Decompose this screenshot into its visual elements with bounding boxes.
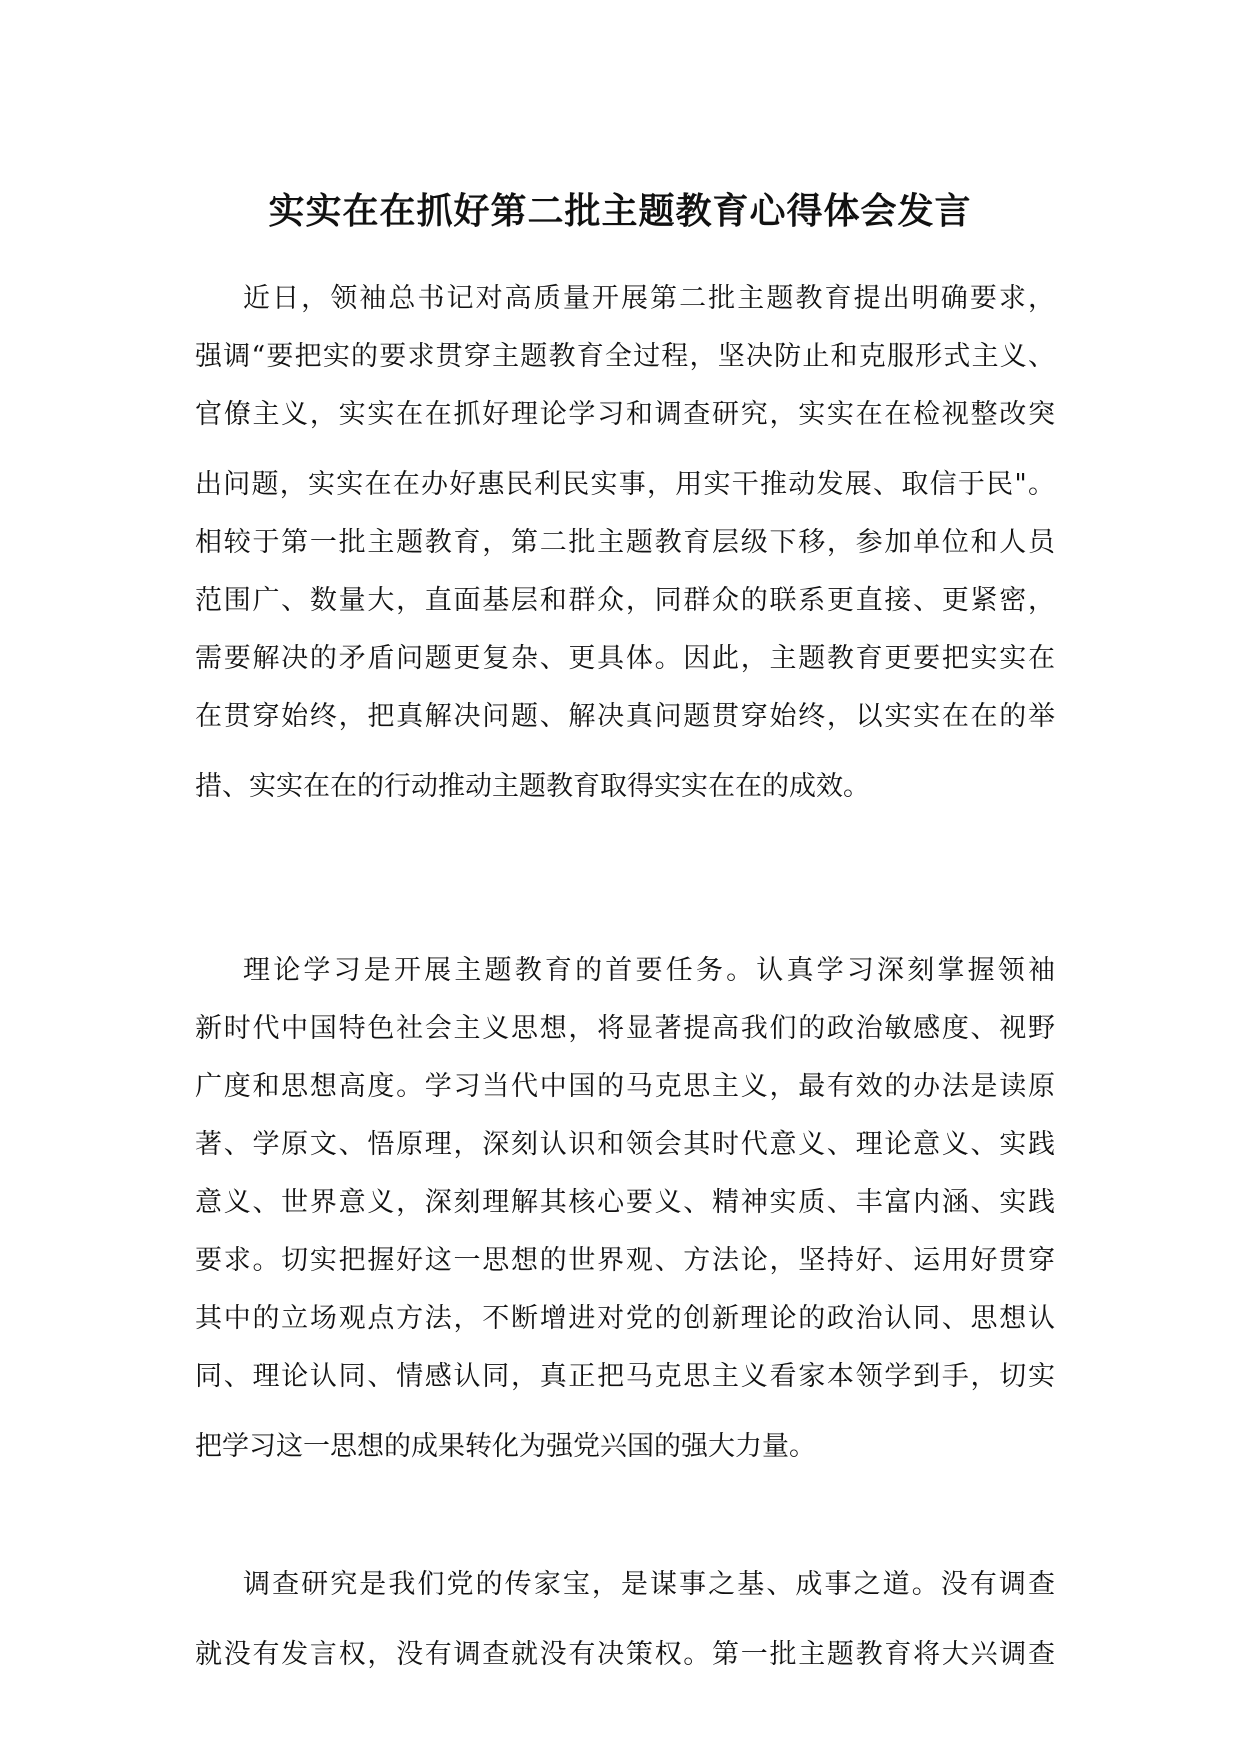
paragraph-line: 官僚主义，实实在在抓好理论学习和调查研究，实实在在检视整改突 [195, 399, 1055, 430]
paragraph-3 [195, 1556, 1055, 1684]
paragraph-line: 范围广、数量大，直面基层和群众，同群众的联系更直接、更紧密， [195, 585, 1055, 616]
paragraph-line: 近日，领袖总书记对高质量开展第二批主题教育提出明确要求， [243, 283, 1055, 314]
paragraph-line: 措、实实在在的行动推动主题教育取得实实在在的成效。 [195, 771, 870, 802]
paragraph-line: 意义、世界意义，深刻理解其核心要义、精神实质、丰富内涵、实践 [195, 1187, 1055, 1218]
paragraph-line: 广度和思想高度。学习当代中国的马克思主义，最有效的办法是读原 [195, 1071, 1055, 1102]
paragraph-line: 同、理论认同、情感认同，真正把马克思主义看家本领学到手，切实 [195, 1361, 1055, 1392]
paragraph-line: 其中的立场观点方法，不断增进对党的创新理论的政治认同、思想认 [195, 1303, 1055, 1334]
paragraph-line: 著、学原文、悟原理，深刻认识和领会其时代意义、理论意义、实践 [195, 1129, 1055, 1160]
paragraph-line: 需要解决的矛盾问题更复杂、更具体。因此，主题教育更要把实实在 [195, 643, 1055, 674]
paragraph-line: 就没有发言权，没有调查就没有决策权。第一批主题教育将大兴调查 [195, 1639, 1055, 1670]
paragraph-1 [195, 270, 1055, 816]
paragraph-line: 出问题，实实在在办好惠民利民实事，用实干推动发展、取信于民"。 [195, 469, 1055, 500]
paragraph-line: 把学习这一思想的成果转化为强党兴国的强大力量。 [195, 1431, 816, 1462]
paragraph-line: 要求。切实把握好这一思想的世界观、方法论，坚持好、运用好贯穿 [195, 1245, 1055, 1276]
document-title: 实实在在抓好第二批主题教育心得体会发言 [268, 191, 972, 232]
paragraph-line: 在贯穿始终，把真解决问题、解决真问题贯穿始终，以实实在在的举 [195, 701, 1055, 732]
paragraph-line: 理论学习是开展主题教育的首要任务。认真学习深刻掌握领袖 [243, 955, 1055, 986]
paragraph-line: 强调“要把实的要求贯穿主题教育全过程，坚决防止和克服形式主义、 [195, 341, 1055, 372]
paragraph-line: 调查研究是我们党的传家宝，是谋事之基、成事之道。没有调查 [243, 1569, 1055, 1600]
paragraph-line: 新时代中国特色社会主义思想，将显著提高我们的政治敏感度、视野 [195, 1013, 1055, 1044]
paragraph-2 [195, 942, 1055, 1476]
paragraph-line: 相较于第一批主题教育，第二批主题教育层级下移，参加单位和人员 [195, 527, 1055, 558]
